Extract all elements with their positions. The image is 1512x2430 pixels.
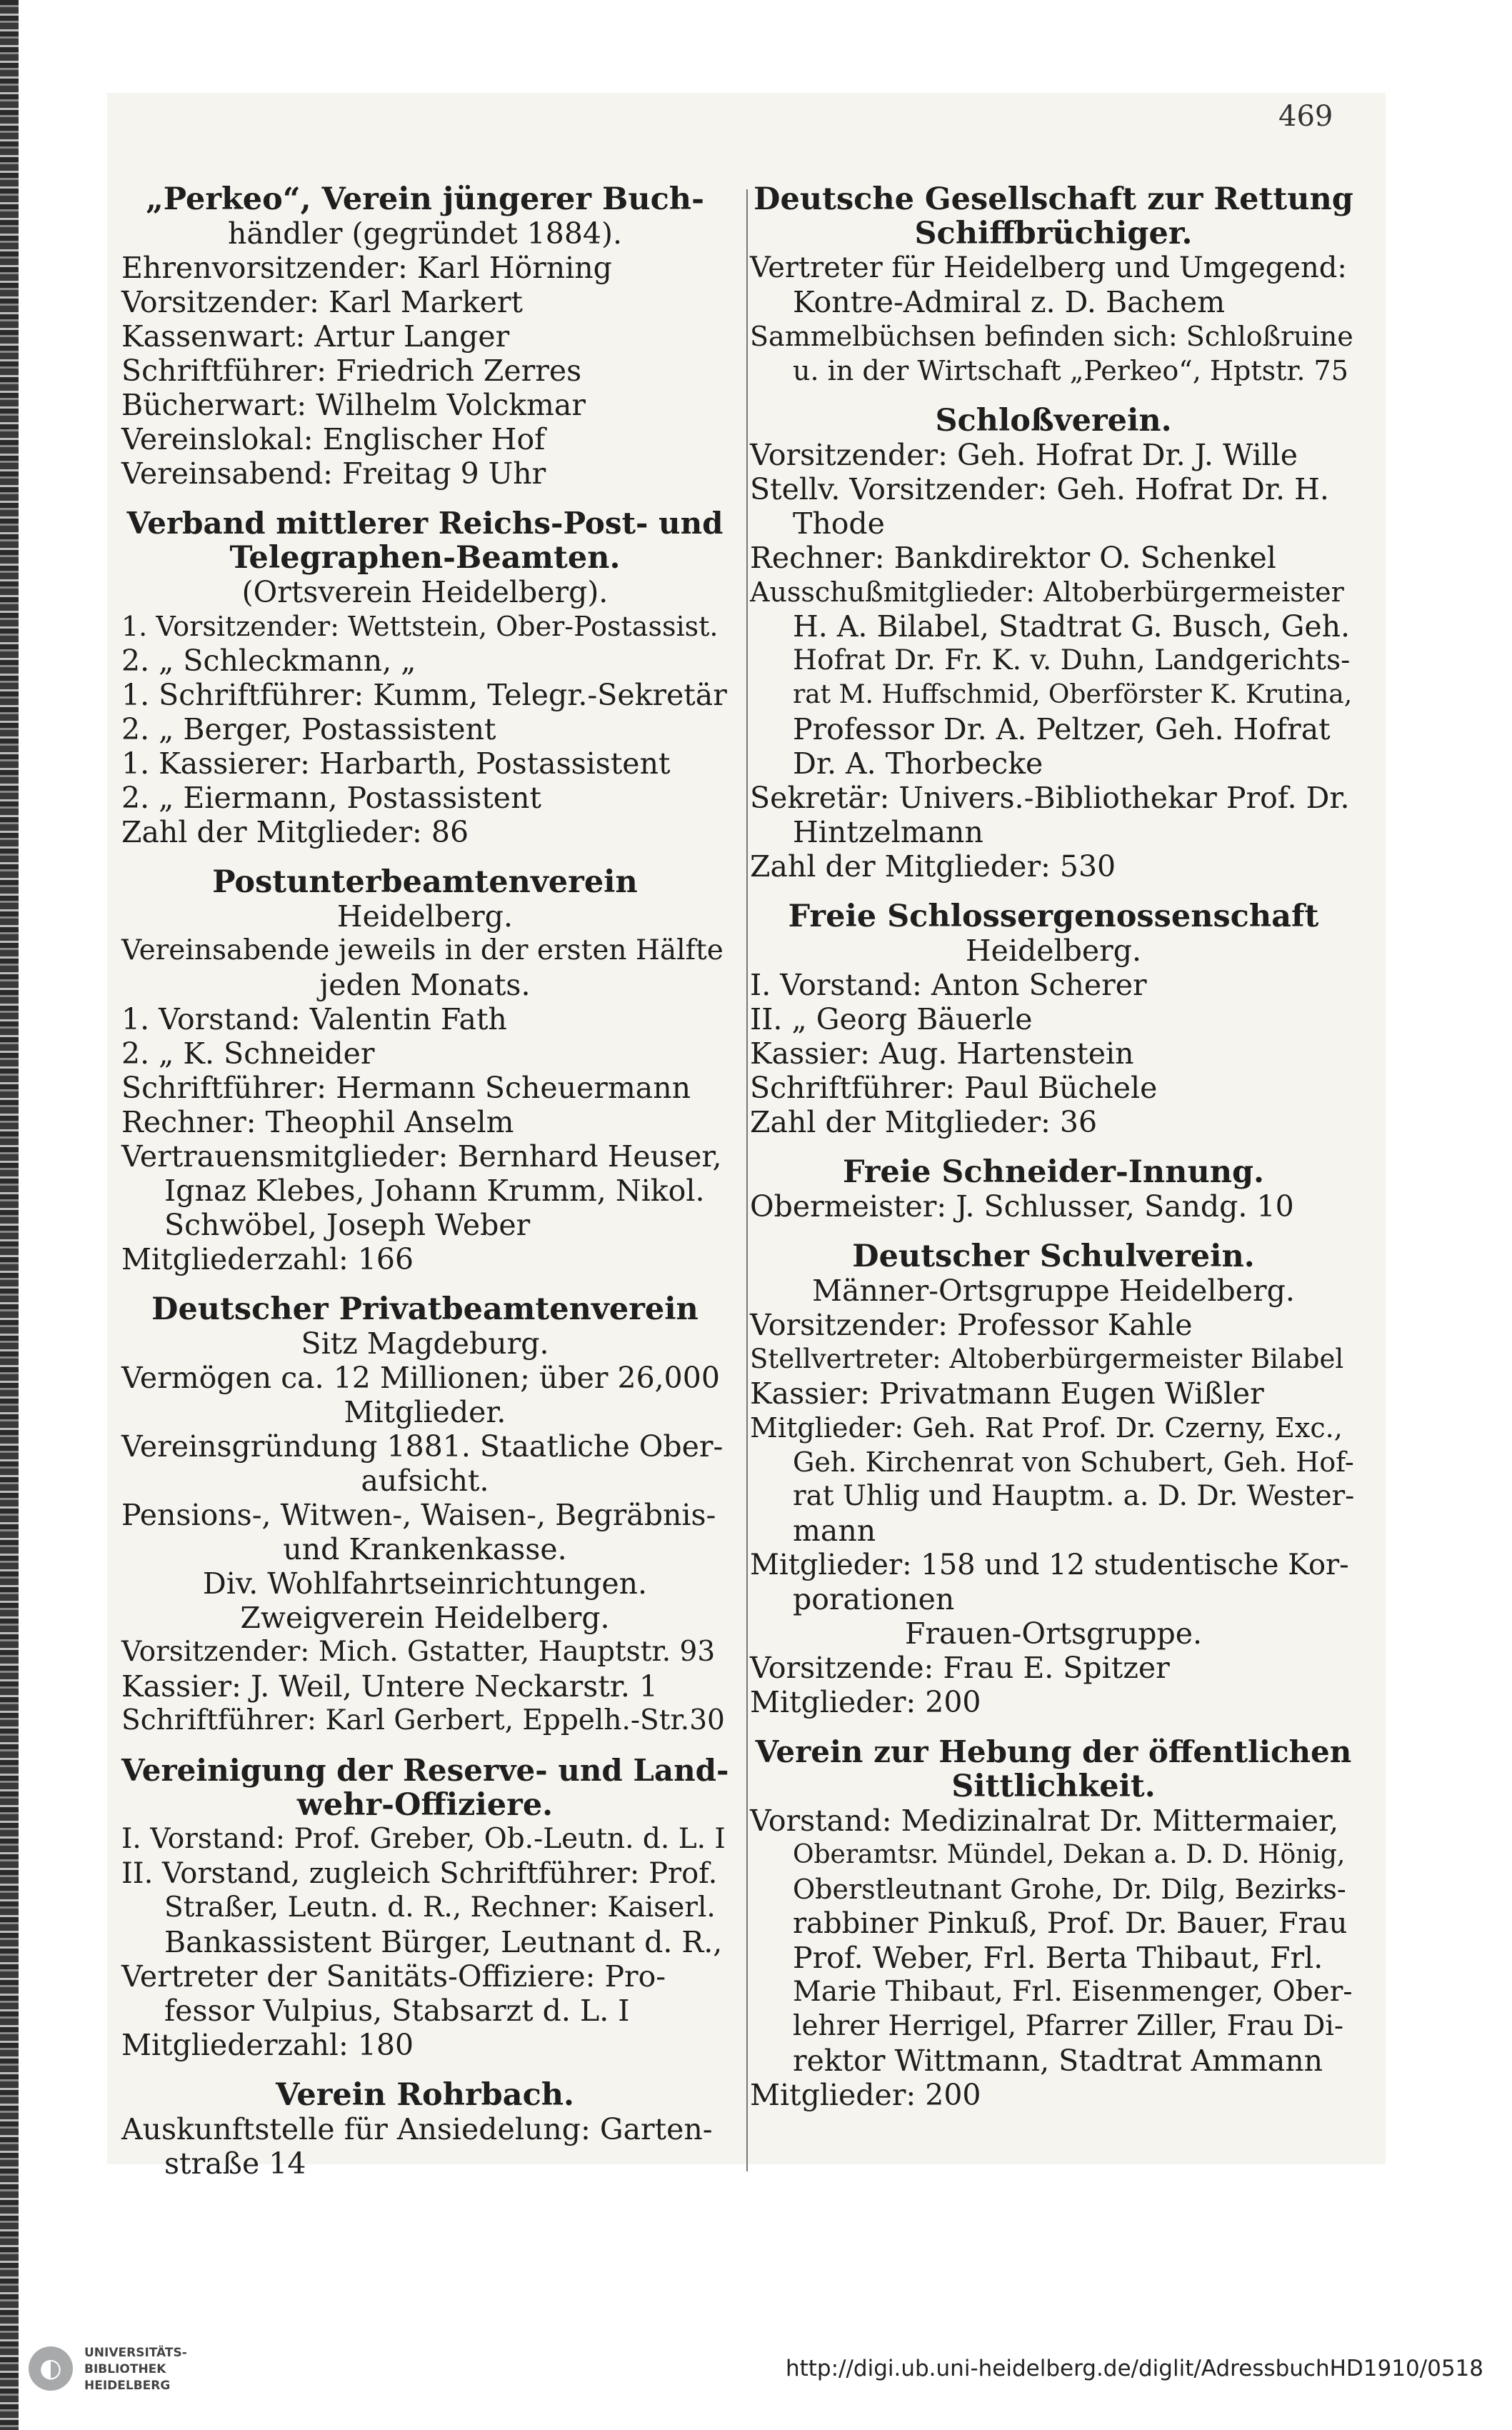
text-line: Vermögen ca. 12 Millionen; über 26,000 bbox=[121, 1361, 720, 1395]
text-line: Kassier: Aug. Hartenstein bbox=[750, 1036, 1134, 1071]
text-line: 1. Vorstand: Valentin Fath bbox=[121, 1002, 507, 1036]
text-line: jeden Monats. bbox=[319, 968, 531, 1002]
text-line: Dr. A. Thorbecke bbox=[793, 746, 1043, 781]
text-line: Ehrenvorsitzender: Karl Hörning bbox=[121, 251, 612, 285]
text-line: Prof. Weber, Frl. Berta Thibaut, Frl. bbox=[793, 1941, 1323, 1975]
text-line: u. in der Wirtschaft „Perkeo“, Hptstr. 75 bbox=[793, 355, 1348, 386]
section-heading: Verein zur Hebung der öffentlichen bbox=[755, 1734, 1352, 1769]
text-line: Hofrat Dr. Fr. K. v. Duhn, Landgerichts- bbox=[793, 644, 1351, 676]
text-line: Männer-Ortsgruppe Heidelberg. bbox=[812, 1274, 1295, 1308]
text-line: Geh. Kirchenrat von Schubert, Geh. Hof- bbox=[793, 1446, 1354, 1478]
text-line: Straßer, Leutn. d. R., Rechner: Kaiserl. bbox=[164, 1891, 716, 1924]
text-line: Kassenwart: Artur Langer bbox=[121, 319, 510, 354]
text-line: lehrer Herrigel, Pfarrer Ziller, Frau Di- bbox=[793, 2010, 1344, 2042]
section-heading: Deutscher Privatbeamtenverein bbox=[151, 1291, 699, 1327]
right-column bbox=[750, 182, 1357, 2112]
section-heading: Vereinigung der Reserve- und Land- bbox=[121, 1753, 729, 1788]
library-logo-text bbox=[84, 2345, 249, 2394]
section-heading: Freie Schlossergenossenschaft bbox=[788, 899, 1319, 934]
text-line: Sekretär: Univers.-Bibliothekar Prof. Dr. bbox=[750, 781, 1350, 815]
section-heading: Telegraphen-Beamten. bbox=[229, 540, 621, 576]
text-line: I. Vorstand: Prof. Greber, Ob.-Leutn. d. L. I bbox=[121, 1823, 726, 1855]
text-line: und Krankenkasse. bbox=[283, 1532, 567, 1566]
text-line: Schriftführer: Friedrich Zerres bbox=[121, 354, 582, 388]
text-line: Bücherwart: Wilhelm Volckmar bbox=[121, 388, 586, 422]
text-line: rat M. Huffschmid, Oberförster K. Krutina, bbox=[793, 680, 1353, 709]
scan-edge-strip bbox=[0, 0, 19, 2430]
text-line: Vorsitzender: Mich. Gstatter, Hauptstr. 93 bbox=[121, 1636, 716, 1668]
logo-line: HEIDELBERG bbox=[84, 2379, 171, 2393]
text-line: 2. „ K. Schneider bbox=[121, 1036, 375, 1071]
text-line: Kontre-Admiral z. D. Bachem bbox=[793, 285, 1226, 319]
section-heading: Deutsche Gesellschaft zur Rettung bbox=[754, 181, 1353, 217]
text-line: Vertrauensmitglieder: Bernhard Heuser, bbox=[121, 1139, 722, 1174]
logo-line: UNIVERSITÄTS- bbox=[84, 2346, 187, 2360]
text-line: Vorsitzender: Geh. Hofrat Dr. J. Wille bbox=[750, 438, 1298, 472]
text-line: Mitgliederzahl: 180 bbox=[121, 2028, 414, 2062]
text-line: porationen bbox=[793, 1582, 955, 1616]
text-line: Schwöbel, Joseph Weber bbox=[164, 1208, 531, 1242]
text-line: händler (gegründet 1884). bbox=[227, 216, 623, 251]
text-line: Obermeister: J. Schlusser, Sandg. 10 bbox=[750, 1189, 1294, 1224]
section-heading: Verein Rohrbach. bbox=[275, 2077, 575, 2113]
text-line: Frauen-Ortsgruppe. bbox=[904, 1616, 1203, 1651]
text-line: 1. Vorsitzender: Wettstein, Ober-Postassist. bbox=[121, 611, 719, 642]
text-line: Mitglieder: 200 bbox=[750, 1685, 981, 1719]
text-line: Bankassistent Bürger, Leutnant d. R., bbox=[164, 1925, 723, 1959]
text-line: Vereinslokal: Englischer Hof bbox=[121, 422, 546, 456]
text-line: fessor Vulpius, Stabsarzt d. L. I bbox=[164, 1994, 630, 2028]
text-line: II. Vorstand, zugleich Schriftführer: Prof. bbox=[121, 1857, 718, 1890]
text-line: Vereinsabende jeweils in der ersten Hälfte bbox=[121, 934, 724, 966]
text-line: Vorsitzender: Karl Markert bbox=[121, 285, 524, 319]
text-line: Rechner: Bankdirektor O. Schenkel bbox=[750, 541, 1276, 575]
text-line: Rechner: Theophil Anselm bbox=[121, 1105, 514, 1139]
section-heading: wehr-Offiziere. bbox=[296, 1787, 554, 1823]
text-line: I. Vorstand: Anton Scherer bbox=[750, 968, 1147, 1002]
text-line: 2. „ Berger, Postassistent bbox=[121, 712, 496, 746]
column-divider bbox=[746, 189, 748, 2171]
text-line: Heidelberg. bbox=[965, 934, 1142, 968]
text-line: Vertreter für Heidelberg und Umgegend: bbox=[750, 251, 1347, 284]
text-line: rat Uhlig und Hauptm. a. D. Dr. Wester- bbox=[793, 1480, 1355, 1512]
section-heading: Sittlichkeit. bbox=[951, 1769, 1156, 1804]
section-heading: „Perkeo“, Verein jüngerer Buch- bbox=[146, 181, 704, 217]
text-line: Pensions-, Witwen-, Waisen-, Begräbnis- bbox=[121, 1498, 716, 1532]
text-line: Mitglieder: 200 bbox=[750, 2078, 981, 2112]
text-line: Schriftführer: Hermann Scheuermann bbox=[121, 1071, 691, 1105]
text-line: rabbiner Pinkuß, Prof. Dr. Bauer, Frau bbox=[793, 1907, 1348, 1940]
text-line: Stellvertreter: Altoberbürgermeister Bilabel bbox=[750, 1344, 1344, 1374]
text-line: Heidelberg. bbox=[336, 899, 514, 934]
text-line: Sitz Magdeburg. bbox=[301, 1326, 549, 1361]
text-line: Zweigverein Heidelberg. bbox=[240, 1601, 610, 1635]
text-line: Hintzelmann bbox=[793, 815, 983, 849]
text-line: Oberamtsr. Mündel, Dekan a. D. D. Hönig, bbox=[793, 1840, 1346, 1869]
section-heading: Verband mittlerer Reichs-Post- und bbox=[126, 506, 724, 541]
section-heading: Schiffbrüchiger. bbox=[914, 216, 1193, 251]
text-line: Kassier: Privatmann Eugen Wißler bbox=[750, 1376, 1264, 1411]
source-url-link[interactable]: http://digi.ub.uni-heidelberg.de/diglit/AdressbuchHD1910/0518 bbox=[785, 2356, 1483, 2381]
text-line: 1. Schriftführer: Kumm, Telegr.-Sekretär bbox=[121, 678, 727, 712]
text-line: Professor Dr. A. Peltzer, Geh. Hofrat bbox=[793, 712, 1331, 746]
section-heading: Freie Schneider-Innung. bbox=[842, 1154, 1265, 1190]
text-line: Kassier: J. Weil, Untere Neckarstr. 1 bbox=[121, 1669, 658, 1704]
text-line: Vorsitzende: Frau E. Spitzer bbox=[750, 1651, 1170, 1685]
text-line: Thode bbox=[793, 506, 885, 541]
text-line: Ignaz Klebes, Johann Krumm, Nikol. bbox=[164, 1174, 705, 1208]
text-line: Oberstleutnant Grohe, Dr. Dilg, Bezirks- bbox=[793, 1874, 1346, 1905]
text-line: (Ortsverein Heidelberg). bbox=[241, 575, 609, 609]
text-line: H. A. Bilabel, Stadtrat G. Busch, Geh. bbox=[793, 609, 1351, 644]
text-line: Vorstand: Medizinalrat Dr. Mittermaier, bbox=[750, 1804, 1339, 1838]
text-line: rektor Wittmann, Stadtrat Ammann bbox=[793, 2044, 1323, 2078]
library-logo-icon: ◐ bbox=[29, 2346, 73, 2391]
text-line: Zahl der Mitglieder: 86 bbox=[121, 815, 469, 849]
text-line: mann bbox=[793, 1514, 876, 1548]
text-line: Schriftführer: Karl Gerbert, Eppelh.-Str.30 bbox=[121, 1704, 725, 1736]
text-line: Vereinsabend: Freitag 9 Uhr bbox=[121, 456, 546, 491]
text-line: Marie Thibaut, Frl. Eisenmenger, Ober- bbox=[793, 1976, 1353, 2008]
text-line: II. „ Georg Bäuerle bbox=[750, 1002, 1033, 1036]
text-line: Vereinsgründung 1881. Staatliche Ober- bbox=[121, 1429, 724, 1464]
logo-line: BIBLIOTHEK bbox=[84, 2362, 166, 2376]
text-line: 2. „ Eiermann, Postassistent bbox=[121, 781, 541, 815]
text-line: straße 14 bbox=[164, 2146, 306, 2181]
text-line: Mitglieder: Geh. Rat Prof. Dr. Czerny, Exc., bbox=[750, 1412, 1343, 1444]
text-line: Mitglieder: 158 und 12 studentische Kor- bbox=[750, 1549, 1349, 1581]
text-line: 1. Kassierer: Harbarth, Postassistent bbox=[121, 746, 671, 781]
text-line: Zahl der Mitglieder: 530 bbox=[750, 849, 1116, 884]
text-line: 2. „ Schleckmann, „ bbox=[121, 644, 416, 678]
text-line: Vertreter der Sanitäts-Offiziere: Pro- bbox=[121, 1959, 666, 1994]
text-line: aufsicht. bbox=[361, 1464, 489, 1498]
text-line: Schriftführer: Paul Büchele bbox=[750, 1071, 1158, 1105]
section-heading: Schloßverein. bbox=[935, 403, 1172, 439]
text-line: Zahl der Mitglieder: 36 bbox=[750, 1105, 1098, 1139]
text-line: Mitglieder. bbox=[344, 1395, 506, 1429]
text-line: Div. Wohlfahrtseinrichtungen. bbox=[202, 1566, 648, 1601]
text-line: Ausschußmitglieder: Altoberbürgermeister bbox=[750, 576, 1344, 608]
left-column bbox=[121, 182, 729, 2181]
section-heading: Postunterbeamtenverein bbox=[212, 864, 638, 900]
text-line: Stellv. Vorsitzender: Geh. Hofrat Dr. H. bbox=[750, 472, 1329, 506]
section-heading: Deutscher Schulverein. bbox=[852, 1239, 1255, 1274]
text-line: Vorsitzender: Professor Kahle bbox=[750, 1308, 1193, 1342]
text-line: Mitgliederzahl: 166 bbox=[121, 1242, 414, 1276]
page-number: 469 bbox=[1278, 100, 1333, 133]
text-line: Auskunftstelle für Ansiedelung: Garten- bbox=[121, 2112, 713, 2146]
text-line: Sammelbüchsen befinden sich: Schloßruine bbox=[750, 321, 1353, 352]
